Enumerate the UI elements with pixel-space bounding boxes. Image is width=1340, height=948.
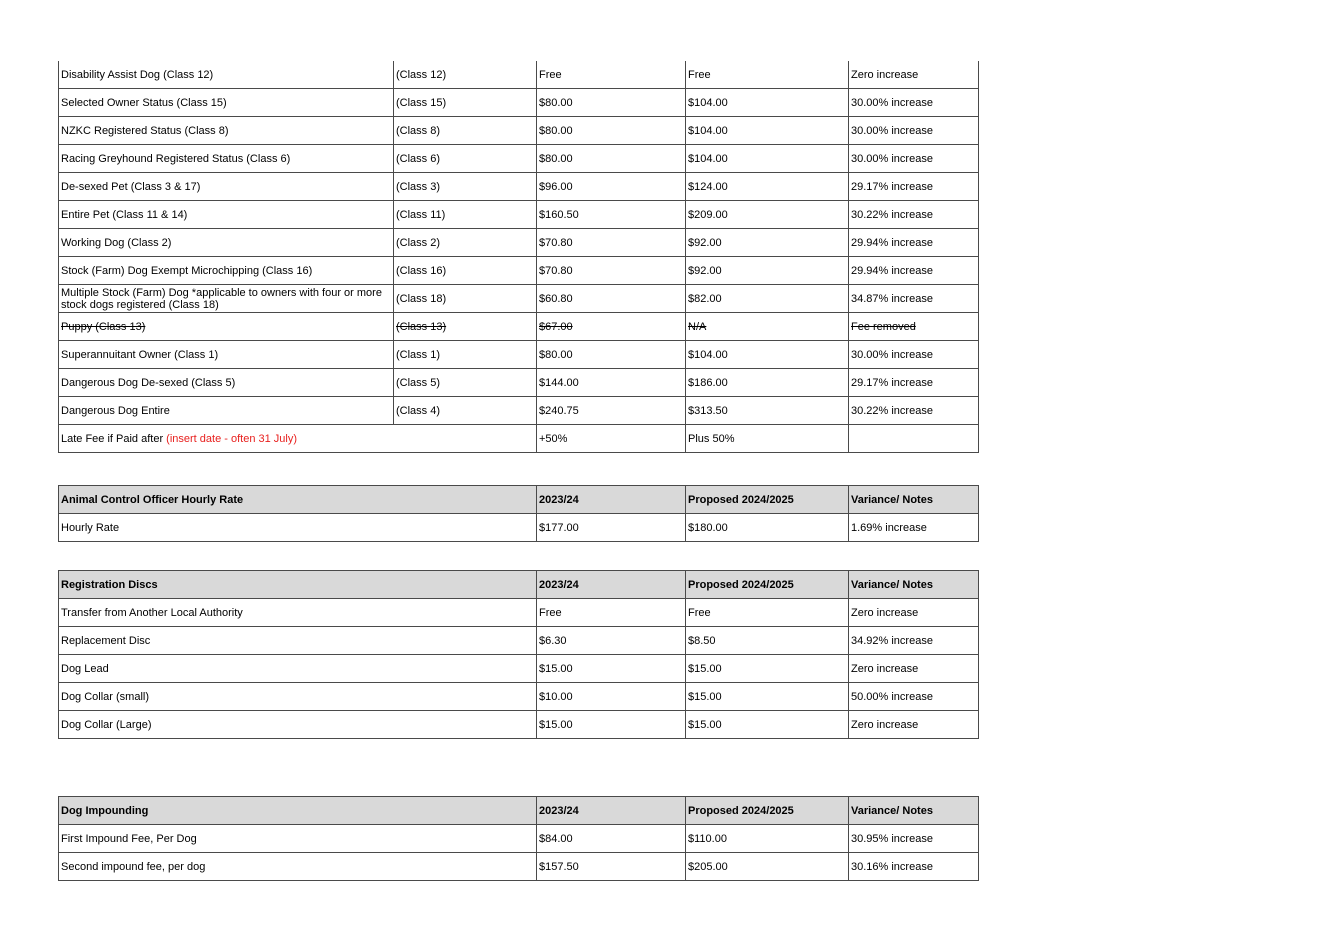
variance-note: 30.22% increase	[849, 201, 979, 229]
item-name: Racing Greyhound Registered Status (Class 6)	[59, 145, 394, 173]
item-name: Second impound fee, per dog	[59, 853, 537, 881]
proposed-fee: $104.00	[686, 145, 849, 173]
item-name: Entire Pet (Class 11 & 14)	[59, 201, 394, 229]
item-name: Disability Assist Dog (Class 12)	[59, 61, 394, 89]
header-variance: Variance/ Notes	[849, 571, 979, 599]
previous-fee: $10.00	[537, 683, 686, 711]
table-row	[59, 145, 979, 173]
late-fee-date-note: (insert date - often 31 July)	[166, 432, 298, 445]
variance-note: 34.87% increase	[849, 285, 979, 313]
table-row	[59, 397, 979, 425]
item-name: Dangerous Dog De-sexed (Class 5)	[59, 369, 394, 397]
previous-fee: Free	[537, 599, 686, 627]
table-row	[59, 627, 979, 655]
previous-fee: $240.75	[537, 397, 686, 425]
class-code: (Class 1)	[394, 341, 537, 369]
class-code: (Class 5)	[394, 369, 537, 397]
header-title: Dog Impounding	[59, 797, 537, 825]
variance-note: Zero increase	[849, 61, 979, 89]
proposed-fee: $82.00	[686, 285, 849, 313]
proposed-fee: $205.00	[686, 853, 849, 881]
late-fee-label: Late Fee if Paid after	[61, 432, 167, 445]
class-code: (Class 3)	[394, 173, 537, 201]
previous-fee: $84.00	[537, 825, 686, 853]
item-name: NZKC Registered Status (Class 8)	[59, 117, 394, 145]
variance-note: 29.17% increase	[849, 173, 979, 201]
table-row	[59, 683, 979, 711]
proposed-fee: $104.00	[686, 89, 849, 117]
variance-note: 30.00% increase	[849, 341, 979, 369]
header-proposed-year: Proposed 2024/2025	[686, 797, 849, 825]
proposed-fee: Plus 50%	[686, 425, 849, 453]
header-title: Registration Discs	[59, 571, 537, 599]
table-row	[59, 599, 979, 627]
variance-note: 1.69% increase	[849, 514, 979, 542]
proposed-fee: $186.00	[686, 369, 849, 397]
item-name: Dog Lead	[59, 655, 537, 683]
table-row	[59, 173, 979, 201]
item-name: Dog Collar (Large)	[59, 711, 537, 739]
dog-impounding-body	[59, 797, 979, 881]
previous-fee: $70.80	[537, 257, 686, 285]
header-previous-year: 2023/24	[537, 797, 686, 825]
proposed-fee: $104.00	[686, 117, 849, 145]
previous-fee: $177.00	[537, 514, 686, 542]
table-row	[59, 61, 979, 89]
late-fee-row	[59, 425, 979, 453]
variance-note: Fee removed	[849, 313, 979, 341]
variance-note: 30.00% increase	[849, 145, 979, 173]
table-row	[59, 229, 979, 257]
table-header-row	[59, 797, 979, 825]
table-header-row	[59, 571, 979, 599]
table-row	[59, 825, 979, 853]
class-code: (Class 8)	[394, 117, 537, 145]
proposed-fee: $180.00	[686, 514, 849, 542]
table-row	[59, 201, 979, 229]
item-name: First Impound Fee, Per Dog	[59, 825, 537, 853]
previous-fee: +50%	[537, 425, 686, 453]
proposed-fee: $110.00	[686, 825, 849, 853]
variance-note: Zero increase	[849, 599, 979, 627]
previous-fee: $80.00	[537, 341, 686, 369]
table-row	[59, 711, 979, 739]
proposed-fee: $124.00	[686, 173, 849, 201]
proposed-fee: $15.00	[686, 655, 849, 683]
officer-hourly-rate-table	[58, 485, 979, 542]
class-code: (Class 12)	[394, 61, 537, 89]
table-row	[59, 313, 979, 341]
item-name: Working Dog (Class 2)	[59, 229, 394, 257]
item-name: Transfer from Another Local Authority	[59, 599, 537, 627]
previous-fee: $160.50	[537, 201, 686, 229]
class-code: (Class 4)	[394, 397, 537, 425]
dog-impounding-table	[58, 796, 979, 881]
item-name: Superannuitant Owner (Class 1)	[59, 341, 394, 369]
variance-note: Zero increase	[849, 655, 979, 683]
proposed-fee: $92.00	[686, 257, 849, 285]
header-previous-year: 2023/24	[537, 571, 686, 599]
dog-registration-fees-table	[58, 61, 979, 453]
table-row	[59, 853, 979, 881]
item-name: Dangerous Dog Entire	[59, 397, 394, 425]
registration-discs-body	[59, 571, 979, 739]
previous-fee: $15.00	[537, 711, 686, 739]
previous-fee: Free	[537, 61, 686, 89]
variance-note: 30.16% increase	[849, 853, 979, 881]
variance-note: 50.00% increase	[849, 683, 979, 711]
header-variance: Variance/ Notes	[849, 797, 979, 825]
table-row	[59, 514, 979, 542]
header-proposed-year: Proposed 2024/2025	[686, 486, 849, 514]
variance-note: Zero increase	[849, 711, 979, 739]
variance-note	[849, 425, 979, 453]
table-row	[59, 89, 979, 117]
variance-note: 29.17% increase	[849, 369, 979, 397]
proposed-fee: N/A	[686, 313, 849, 341]
class-code: (Class 2)	[394, 229, 537, 257]
class-code: (Class 6)	[394, 145, 537, 173]
item-name: Multiple Stock (Farm) Dog *applicable to owners with four or more stock dogs registered (Class 18)	[59, 285, 394, 313]
item-name: Dog Collar (small)	[59, 683, 537, 711]
previous-fee: $80.00	[537, 145, 686, 173]
previous-fee: $70.80	[537, 229, 686, 257]
class-code: (Class 16)	[394, 257, 537, 285]
proposed-fee: $15.00	[686, 683, 849, 711]
previous-fee: $67.00	[537, 313, 686, 341]
proposed-fee: $8.50	[686, 627, 849, 655]
variance-note: 30.00% increase	[849, 89, 979, 117]
previous-fee: $96.00	[537, 173, 686, 201]
table-row	[59, 341, 979, 369]
previous-fee: $80.00	[537, 89, 686, 117]
proposed-fee: $15.00	[686, 711, 849, 739]
item-name: Selected Owner Status (Class 15)	[59, 89, 394, 117]
previous-fee: $157.50	[537, 853, 686, 881]
variance-note: 30.95% increase	[849, 825, 979, 853]
table-header-row	[59, 486, 979, 514]
variance-note: 29.94% increase	[849, 257, 979, 285]
dog-registration-fees-body	[59, 61, 979, 453]
table-row	[59, 655, 979, 683]
header-variance: Variance/ Notes	[849, 486, 979, 514]
table-row	[59, 369, 979, 397]
class-code: (Class 11)	[394, 201, 537, 229]
table-row	[59, 257, 979, 285]
proposed-fee: Free	[686, 599, 849, 627]
table-row	[59, 285, 979, 313]
header-title: Animal Control Officer Hourly Rate	[59, 486, 537, 514]
item-name: Hourly Rate	[59, 514, 537, 542]
previous-fee: $80.00	[537, 117, 686, 145]
variance-note: 30.22% increase	[849, 397, 979, 425]
item-name: De-sexed Pet (Class 3 & 17)	[59, 173, 394, 201]
late-fee-label-cell	[59, 425, 537, 453]
previous-fee: $60.80	[537, 285, 686, 313]
variance-note: 34.92% increase	[849, 627, 979, 655]
proposed-fee: $92.00	[686, 229, 849, 257]
variance-note: 29.94% increase	[849, 229, 979, 257]
proposed-fee: Free	[686, 61, 849, 89]
proposed-fee: $209.00	[686, 201, 849, 229]
proposed-fee: $313.50	[686, 397, 849, 425]
item-name: Puppy (Class 13)	[59, 313, 394, 341]
previous-fee: $6.30	[537, 627, 686, 655]
item-name: Replacement Disc	[59, 627, 537, 655]
proposed-fee: $104.00	[686, 341, 849, 369]
class-code: (Class 13)	[394, 313, 537, 341]
class-code: (Class 15)	[394, 89, 537, 117]
header-proposed-year: Proposed 2024/2025	[686, 571, 849, 599]
item-name: Stock (Farm) Dog Exempt Microchipping (Class 16)	[59, 257, 394, 285]
table-row	[59, 117, 979, 145]
header-previous-year: 2023/24	[537, 486, 686, 514]
previous-fee: $15.00	[537, 655, 686, 683]
previous-fee: $144.00	[537, 369, 686, 397]
class-code: (Class 18)	[394, 285, 537, 313]
variance-note: 30.00% increase	[849, 117, 979, 145]
registration-discs-table	[58, 570, 979, 739]
